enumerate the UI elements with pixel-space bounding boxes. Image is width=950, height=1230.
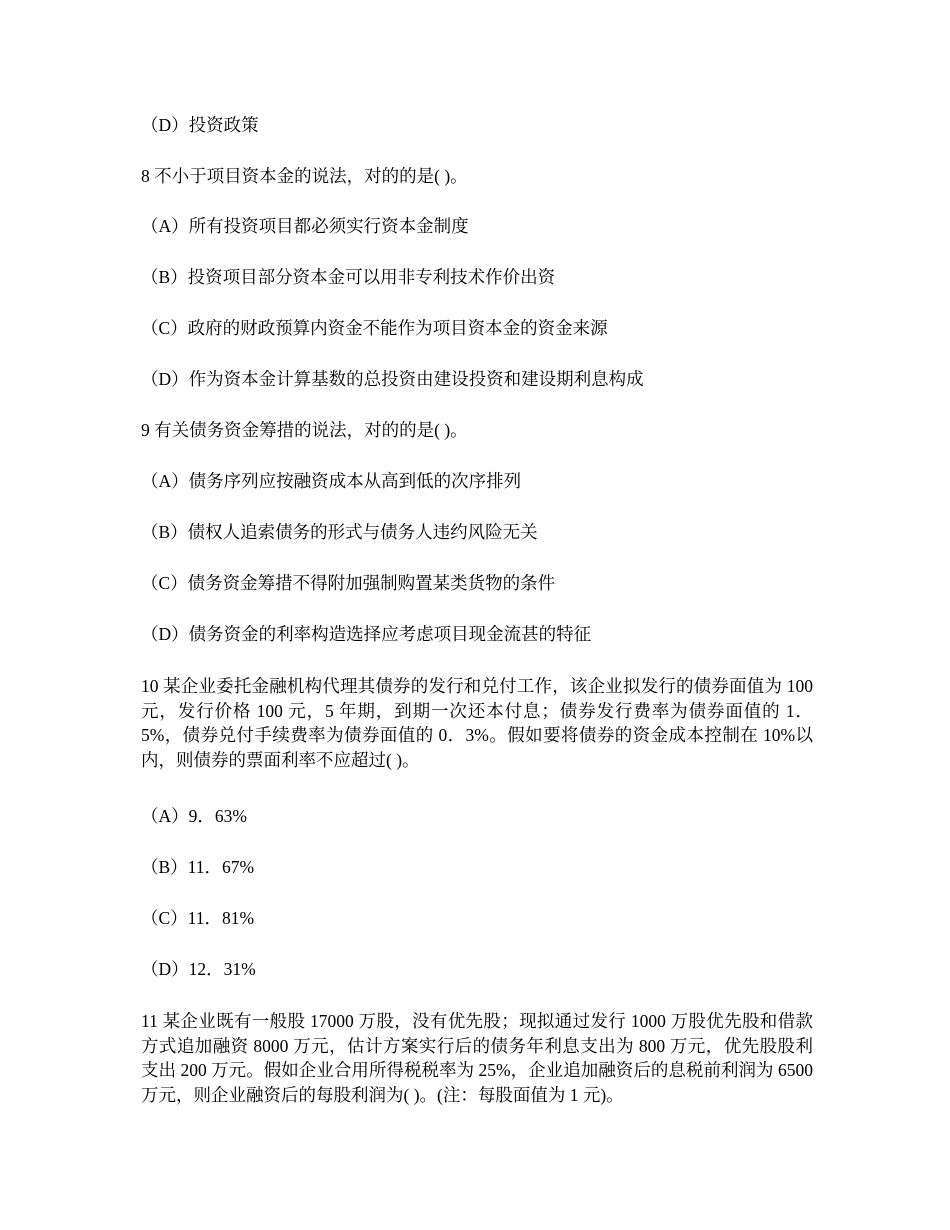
q8-option-c: （C）政府的财政预算内资金不能作为项目资本金的资金来源	[141, 318, 608, 338]
q7-option-d: （D）投资政策	[141, 115, 259, 135]
q10-option-b: （B）11．67%	[141, 857, 255, 877]
q8-option-a: （A）所有投资项目都必须实行资本金制度	[141, 216, 469, 236]
q9-option-b: （B）债权人追索债务的形式与债务人违约风险无关	[141, 522, 538, 542]
q10-option-c: （C）11．81%	[141, 908, 255, 928]
q9-option-a: （A）债务序列应按融资成本从高到低的次序排列	[141, 471, 522, 491]
q11-stem: 11 某企业既有一般股 17000 万股，没有优先股；现拟通过发行 1000 万股优先股和借款方式追加融资 8000 万元，估计方案实行后的债务年利息支出为 800 万元，优先股股利支出 200 万元。假如企业合用所得税税率为 25%，企业追加融资后的息税前利润为 6500 万元，则企业融资后的每股利润为( )。(注：每股面值为 1 元)。	[141, 1011, 813, 1105]
q9-option-d: （D）债务资金的利率构造选择应考虑项目现金流甚的特征	[141, 624, 592, 644]
q9-stem: 9 有关债务资金筹措的说法，对的的是( )。	[141, 420, 468, 440]
q10-stem: 10 某企业委托金融机构代理其债券的发行和兑付工作，该企业拟发行的债券面值为 100 元，发行价格 100 元，5 年期，到期一次还本付息；债券发行费率为债券面值的 1．5%，债券兑付手续费率为债券面值的 0．3%。假如要将债券的资金成本控制在 10%以内，则债券的票面利率不应超过( )。	[141, 676, 813, 770]
q10-option-a: （A）9．63%	[141, 806, 247, 826]
q9-option-c: （C）债务资金筹措不得附加强制购置某类货物的条件	[141, 573, 556, 593]
q8-stem: 8 不小于项目资本金的说法，对的的是( )。	[141, 166, 468, 186]
q8-option-b: （B）投资项目部分资本金可以用非专利技术作价出资	[141, 267, 556, 287]
q8-option-d: （D）作为资本金计算基数的总投资由建设投资和建设期利息构成	[141, 369, 644, 389]
q10-option-d: （D）12．31%	[141, 959, 256, 979]
